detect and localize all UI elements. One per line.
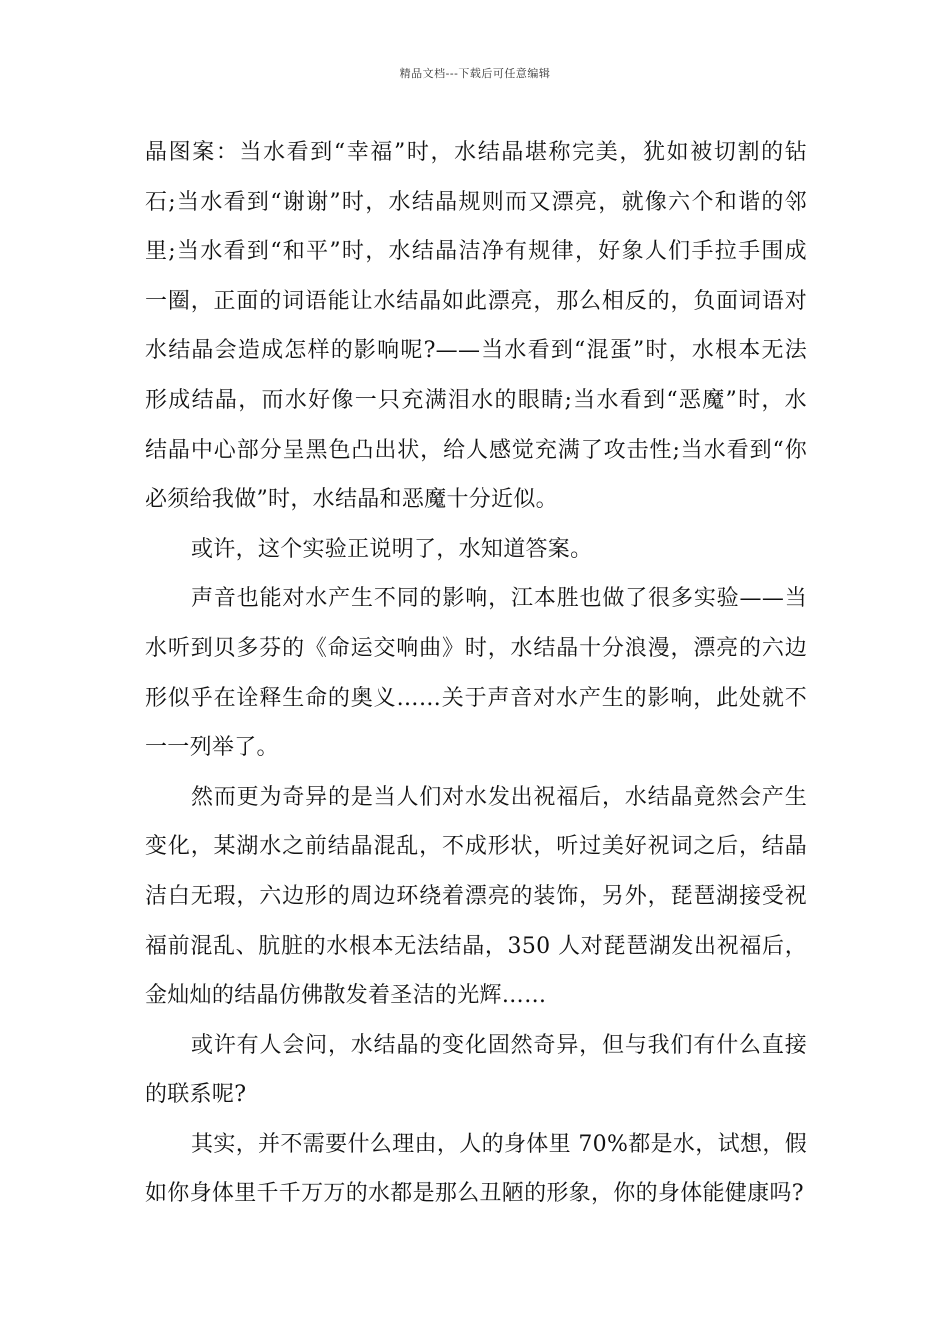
text-line-13: 一一列举了。 xyxy=(145,735,279,761)
text-line-12: 形似乎在诠释生命的奥义……关于声音对水产生的影响，此处就不 xyxy=(145,685,807,711)
text-line-18: 金灿灿的结晶仿佛散发着圣洁的光辉…… xyxy=(145,983,547,1009)
text-line-1: 晶图案：当水看到“幸福”时，水结晶堪称完美，犹如被切割的钻 xyxy=(145,140,807,165)
text-line-19: 或许有人会问，水结晶的变化固然奇异，但与我们有什么直接 xyxy=(191,1032,807,1058)
text-line-8: 必须给我做”时，水结晶和恶魔十分近似。 xyxy=(145,487,558,513)
text-line-17: 福前混乱、肮脏的水根本无法结晶，350 人对琵琶湖发出祝福后， xyxy=(145,933,807,959)
text-line-21: 其实，并不需要什么理由，人的身体里 70%都是水，试想，假 xyxy=(191,1131,807,1157)
text-line-7: 结晶中心部分呈黑色凸出状，给人感觉充满了攻击性;当水看到“你 xyxy=(145,437,807,463)
text-line-4: 一圈，正面的词语能让水结晶如此漂亮，那么相反的，负面词语对 xyxy=(145,288,807,314)
text-line-14: 然而更为奇异的是当人们对水发出祝福后，水结晶竟然会产生 xyxy=(191,784,807,810)
text-line-6: 形成结晶，而水好像一只充满泪水的眼睛;当水看到“恶魔”时，水 xyxy=(145,387,807,413)
text-line-3: 里;当水看到“和平”时，水结晶洁净有规律，好象人们手拉手围成 xyxy=(145,239,807,265)
text-line-5: 水结晶会造成怎样的影响呢?——当水看到“混蛋”时，水根本无法 xyxy=(145,338,807,364)
text-line-11: 水听到贝多芬的《命运交响曲》时，水结晶十分浪漫，漂亮的六边 xyxy=(145,635,807,661)
text-line-15: 变化，某湖水之前结晶混乱，不成形状，听过美好祝词之后，结晶 xyxy=(145,834,807,860)
page-header: 精品文档---下载后可任意编辑 xyxy=(399,67,551,80)
text-line-22: 如你身体里千千万万的水都是那么丑陋的形象，你的身体能健康吗? xyxy=(145,1181,804,1207)
text-line-20: 的联系呢? xyxy=(145,1082,247,1108)
text-line-9: 或许，这个实验正说明了，水知道答案。 xyxy=(191,536,593,562)
text-line-16: 洁白无瑕，六边形的周边环绕着漂亮的装饰，另外，琵琶湖接受祝 xyxy=(145,883,807,909)
text-line-2: 石;当水看到“谢谢”时，水结晶规则而又漂亮，就像六个和谐的邻 xyxy=(145,189,807,215)
body-text xyxy=(145,128,807,1219)
text-line-10: 声音也能对水产生不同的影响，江本胜也做了很多实验——当 xyxy=(191,586,807,612)
